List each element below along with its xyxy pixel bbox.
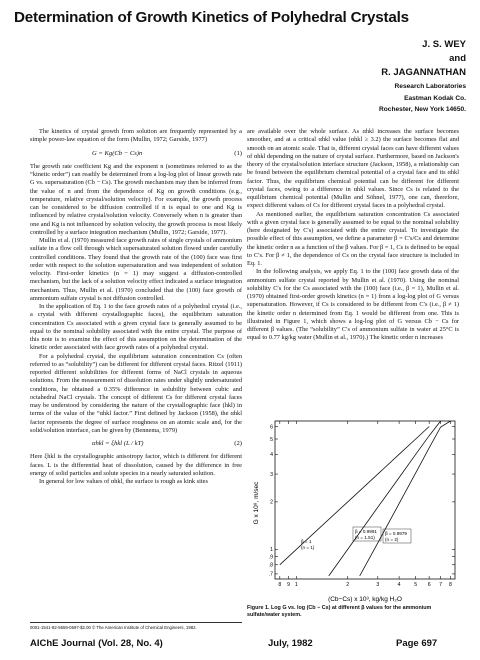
paragraph: The kinetics of crystal growth from solution are frequently represented by a simple power-law equation of the form (Mullin, 1972; Garside, 1977) bbox=[30, 128, 242, 144]
label-n-1: (n = 1) bbox=[301, 545, 315, 550]
affiliation-line-1: Research Laboratories bbox=[394, 83, 466, 90]
author-block bbox=[296, 38, 466, 115]
y-tick-label: 5 bbox=[270, 436, 273, 443]
right-column bbox=[247, 128, 459, 343]
y-tick-label: 1 bbox=[270, 547, 273, 554]
equation-2 bbox=[30, 440, 242, 448]
series-line-3 bbox=[360, 421, 451, 576]
paragraph: In general for low values of αhkl, the surface is rough as kink sites bbox=[39, 478, 208, 485]
equation-2-body: αhkl = ξhkl (L / kT) bbox=[92, 440, 144, 447]
left-column bbox=[30, 128, 242, 486]
author-2: R. JAGANNATHAN bbox=[381, 67, 466, 78]
y-tick-label: 3 bbox=[270, 471, 273, 478]
y-axis-label: G x 10⁸, m/sec bbox=[253, 481, 260, 525]
figure-1-chart bbox=[247, 415, 459, 607]
x-axis-label: (Cb−Cs) x 10³, kg/kg H₂O bbox=[328, 596, 402, 603]
x-tick-label: 6 bbox=[427, 582, 431, 588]
label-n-1-51: (n = 1.51) bbox=[355, 535, 375, 540]
label-beta-1: β = 1 bbox=[301, 539, 312, 544]
y-tick-label: 2 bbox=[270, 499, 273, 506]
affiliation-line-2: Eastman Kodak Co. bbox=[404, 94, 466, 102]
paragraph: For a polyhedral crystal, the equilibrium saturation concentration Cs (often referred to as “solubility”) can be different for different crystal faces. Ritzel (1911) reported different solubilities for different forms of NaCl crystals in aqueous solutions. From the measurement of dissolution rates under slightly undersaturated conditions, he obtained a 0.35% difference in solubility between cubic and octahedral NaCl crystals. The concept of different Cs for different crystal faces may be understood by considering the nature of the crystallographic face (hkl) in terms of the value of the “αhkl factor.” First defined by Jackson (1958), the αhkl factor represents the degree of surface roughness on an atomic scale and, for the solid/solution interface, can be given by (Bennema, 1979) bbox=[30, 352, 242, 434]
label-beta-0-9979: β = 0.9979 bbox=[385, 531, 407, 536]
date-footer: July, 1982 bbox=[268, 638, 313, 649]
journal-footer: AIChE Journal (Vol. 28, No. 4) bbox=[30, 638, 163, 649]
page-number: Page 697 bbox=[396, 638, 438, 649]
x-tick-label: 7 bbox=[439, 582, 443, 588]
paragraph: Here ξhkl is the crystallographic anisotropy factor, which is different for different faces. L is the differential heat of dissolution, caused by the difference in free energy of solid particles and solute species in a nearly saturated solution. bbox=[30, 453, 242, 477]
x-tick-label: 9 bbox=[287, 582, 290, 588]
x-tick-label: 5 bbox=[414, 582, 418, 588]
x-tick-label: 4 bbox=[397, 582, 401, 588]
plot-frame bbox=[275, 421, 455, 579]
equation-1-body: G = Kg(Cb − Cs)n bbox=[92, 149, 143, 157]
author-1: J. S. WEY bbox=[422, 39, 466, 50]
article-title: Determination of Growth Kinetics of Polyhedral Crystals bbox=[14, 9, 409, 26]
y-tick-label: 4 bbox=[270, 452, 273, 459]
y-tick-label: 6 bbox=[270, 424, 273, 431]
equation-2-number: (2) bbox=[234, 440, 242, 447]
equation-1 bbox=[30, 150, 242, 158]
label-n-2: (n = 2) bbox=[385, 537, 399, 542]
paragraph: The growth rate coefficient Kg and the exponent n (sometimes referred to as the “kinetic order”) can readily be determined from a log-log plot of linear growth rate G vs. supersaturation (Cb − Cs). The growth mechanism may then be inferred from the value of n and from the dependence of Kg on growth conditions (e.g., temperature, relative crystal/solution velocity). For example, the growth process can be considered to be diffusion controlled if n is equal to one and Kg is influenced by relative crystal/solution velocity. Conversely when n is greater than one and Kg is not influenced by solution velocity, the growth process is most likely controlled by a surface integration mechanism (Mullin, 1972; Garside, 1977). bbox=[30, 162, 242, 236]
paragraph: As mentioned earlier, the equilibrium saturation concentration Cs associated with a given crystal face is generally assumed to be equal to the nominal solubility (here designated by C′s) associated with the entire crystal. To investigate the possible effect of this assumption, we define a parameter β = C′s/Cs and determine the kinetic order n as a function of the β values. For β = 1, Cs is defined to be equal to C′s. For β ≠ 1, the dependence of Cs on the crystal face structure is included in Eq. 1. bbox=[247, 210, 459, 267]
equation-1-number: (1) bbox=[234, 149, 242, 157]
paragraph: Mullin et al. (1970) measured face growth rates of single crystals of ammonium sulfate in a flow cell through which supersaturated solution flowed under carefully controlled conditions. They found that the growth rate of the (100) face was first order with respect to the solution supersaturation and was independent of solution velocity. First-order kinetics (n = 1) may suggest a diffusion-controlled mechanism, but the lack of a solution velocity effect indicated a surface integration mechanism. Thus, Mullin et al. (1970) concluded that the (100) face growth of ammonium sulfate crystal is not diffusion controlled. bbox=[30, 237, 242, 302]
paragraph: In the application of Eq. 1 to the face growth rates of a polyhedral crystal (i.e., a crystal with different crystallographic faces), the equilibrium saturation concentration Cs associated with a given crystal face is generally assumed to be equal to the nominal solubility associated with the entire crystal. The purpose of this note is to examine the effect of this assumption on the determination of the kinetic order associated with face growth rates of a polyhedral crystal. bbox=[30, 303, 242, 352]
x-tick-label: 3 bbox=[376, 582, 380, 588]
x-tick-label: 8 bbox=[278, 582, 282, 588]
y-tick-label: .8 bbox=[268, 562, 273, 569]
x-tick-label: 1 bbox=[294, 582, 298, 588]
paragraph: In the following analysis, we apply Eq. 1 to the (100) face growth data of the ammonium sulfate crystal reported by Mullin et al. (1970). Using the nominal solubility C′s for the Cs associated with the (100) face (i.e., β = 1), Mullin et al. (1970) obtained first-order growth kinetics (n = 1) from a log-log plot of G versus supersaturation. However, if Cs is considered to be different from C′s (i.e., β ≠ 1) the kinetic order n determined from Eq. 1 would be different from one. This is illustrated in Figure 1, which shows a log-log plot of G versus Cb − Cs for different β values. (The “solubility” C′s of ammonium sulfate in water at 25°C is equal to 0.77 kg/kg water (Mullin et al., 1970).) The kinetic order n increases bbox=[247, 268, 459, 342]
paragraph: are available over the whole surface. As αhkl increases the surface becomes smoother, and at a critical αhkl value (αhkl ≥ 3.2) the surface becomes flat and smooth on an atomic scale. That is, different crystal faces can have different values of αhkl depending on the nature of crystal surface. Furthermore, based on Jackson's theory of the crystal/solution interface structure (Jackson, 1958), a relationship can be found between the equilibrium chemical potential of a crystal face and its αhkl factor. Thus, the equilibrium chemical potential can be different for different crystal faces, owing to a difference in αhkl values. Since Cs is related to the equilibrium chemical potential (Mullin and Söhnel, 1977), one can, therefore, expect different values of Cs for different crystal faces in a polyhedral crystal. bbox=[247, 128, 459, 210]
figure-caption: Figure 1. Log G vs. log (Cb − Cs) at different β values for the ammonium sulfate/water system. bbox=[247, 605, 432, 618]
label-beta-0-9991: β = 0.9991 bbox=[355, 529, 377, 534]
x-tick-label: 8 bbox=[449, 582, 452, 588]
copyright-footnote: 0001-1541-82-5659-0697-$2.00 © The American Institute of Chemical Engineers, 1982. bbox=[30, 622, 242, 630]
y-tick-label: .9 bbox=[268, 554, 273, 561]
y-tick-label: .7 bbox=[268, 571, 273, 578]
affiliation-line-3: Rochester, New York 14650. bbox=[379, 106, 466, 114]
author-conjunction: and bbox=[449, 53, 466, 64]
series-line-2 bbox=[329, 421, 441, 576]
x-tick-label: 2 bbox=[346, 582, 350, 588]
